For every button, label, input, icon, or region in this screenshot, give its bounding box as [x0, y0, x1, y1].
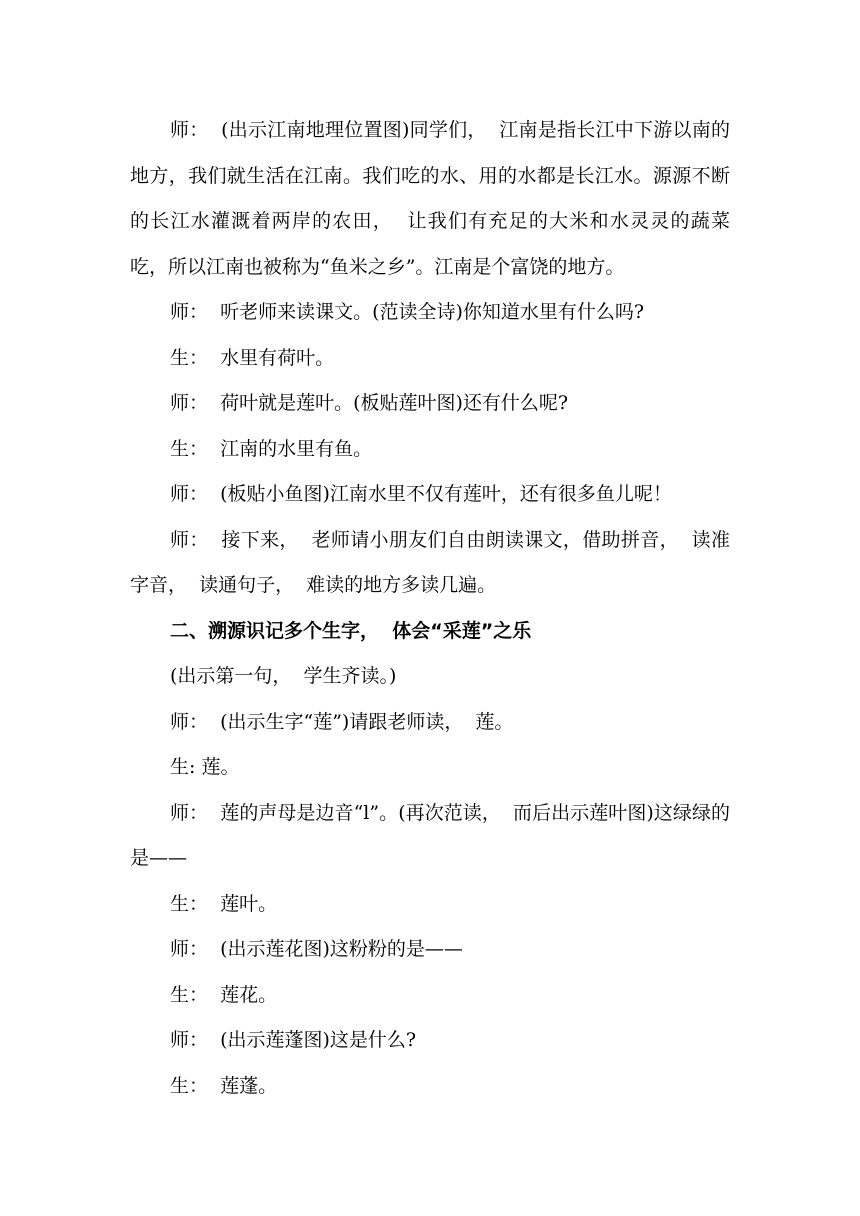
- paragraph-teacher-lotus-leaf: 师： 荷叶就是莲叶。(板贴莲叶图)还有什么呢?: [170, 392, 569, 414]
- paragraph-student-lianye: 生： 莲叶。: [170, 892, 278, 915]
- paragraph-teacher-lianhua: 师： (出示莲花图)这粉粉的是——: [170, 938, 463, 960]
- paragraph-first-sentence: (出示第一句， 学生齐读。): [170, 665, 397, 687]
- paragraph-student-lotus-leaf: 生： 水里有荷叶。: [170, 346, 335, 369]
- document-body: [130, 108, 730, 1109]
- paragraph-student-lianhua: 生： 莲花。: [170, 983, 278, 1006]
- paragraph-teacher-read: 师： 听老师来读课文。(范读全诗)你知道水里有什么吗?: [170, 301, 645, 323]
- paragraph-teacher-lian: 师： (出示生字“莲”)请跟老师读， 莲。: [170, 710, 514, 733]
- paragraph-teacher-lianpeng: 师： (出示莲蓬图)这是什么?: [170, 1029, 417, 1051]
- paragraph-teacher-free-reading: 师： 接下来， 老师请小朋友们自由朗读课文，借助拼音， 读准字音， 读通句子， 难读的地方多读几遍。: [130, 528, 730, 596]
- paragraph-intro-jiangnan: 师： (出示江南地理位置图)同学们， 江南是指长江中下游以南的地方，我们就生活在江南。我们吃的水、用的水都是长江水。源源不断的长江水灌溉着两岸的农田， 让我们有充足的大米和水灵灵的蔬菜吃，所以江南也被称为“鱼米之乡”。江南是个富饶的地方。: [130, 119, 730, 278]
- section-heading: 二、溯源识记多个生字， 体会“采莲”之乐: [170, 619, 532, 642]
- paragraph-teacher-fish: 师： (板贴小鱼图)江南水里不仅有莲叶，还有很多鱼儿呢！: [170, 483, 672, 505]
- paragraph-teacher-initial: 师： 莲的声母是边音“l”。(再次范读， 而后出示莲叶图)这绿绿的是——: [130, 801, 730, 869]
- paragraph-student-lianpeng: 生： 莲蓬。: [170, 1074, 278, 1097]
- paragraph-student-lian: 生: 莲。: [170, 756, 240, 778]
- paragraph-student-fish: 生： 江南的水里有鱼。: [170, 437, 373, 460]
